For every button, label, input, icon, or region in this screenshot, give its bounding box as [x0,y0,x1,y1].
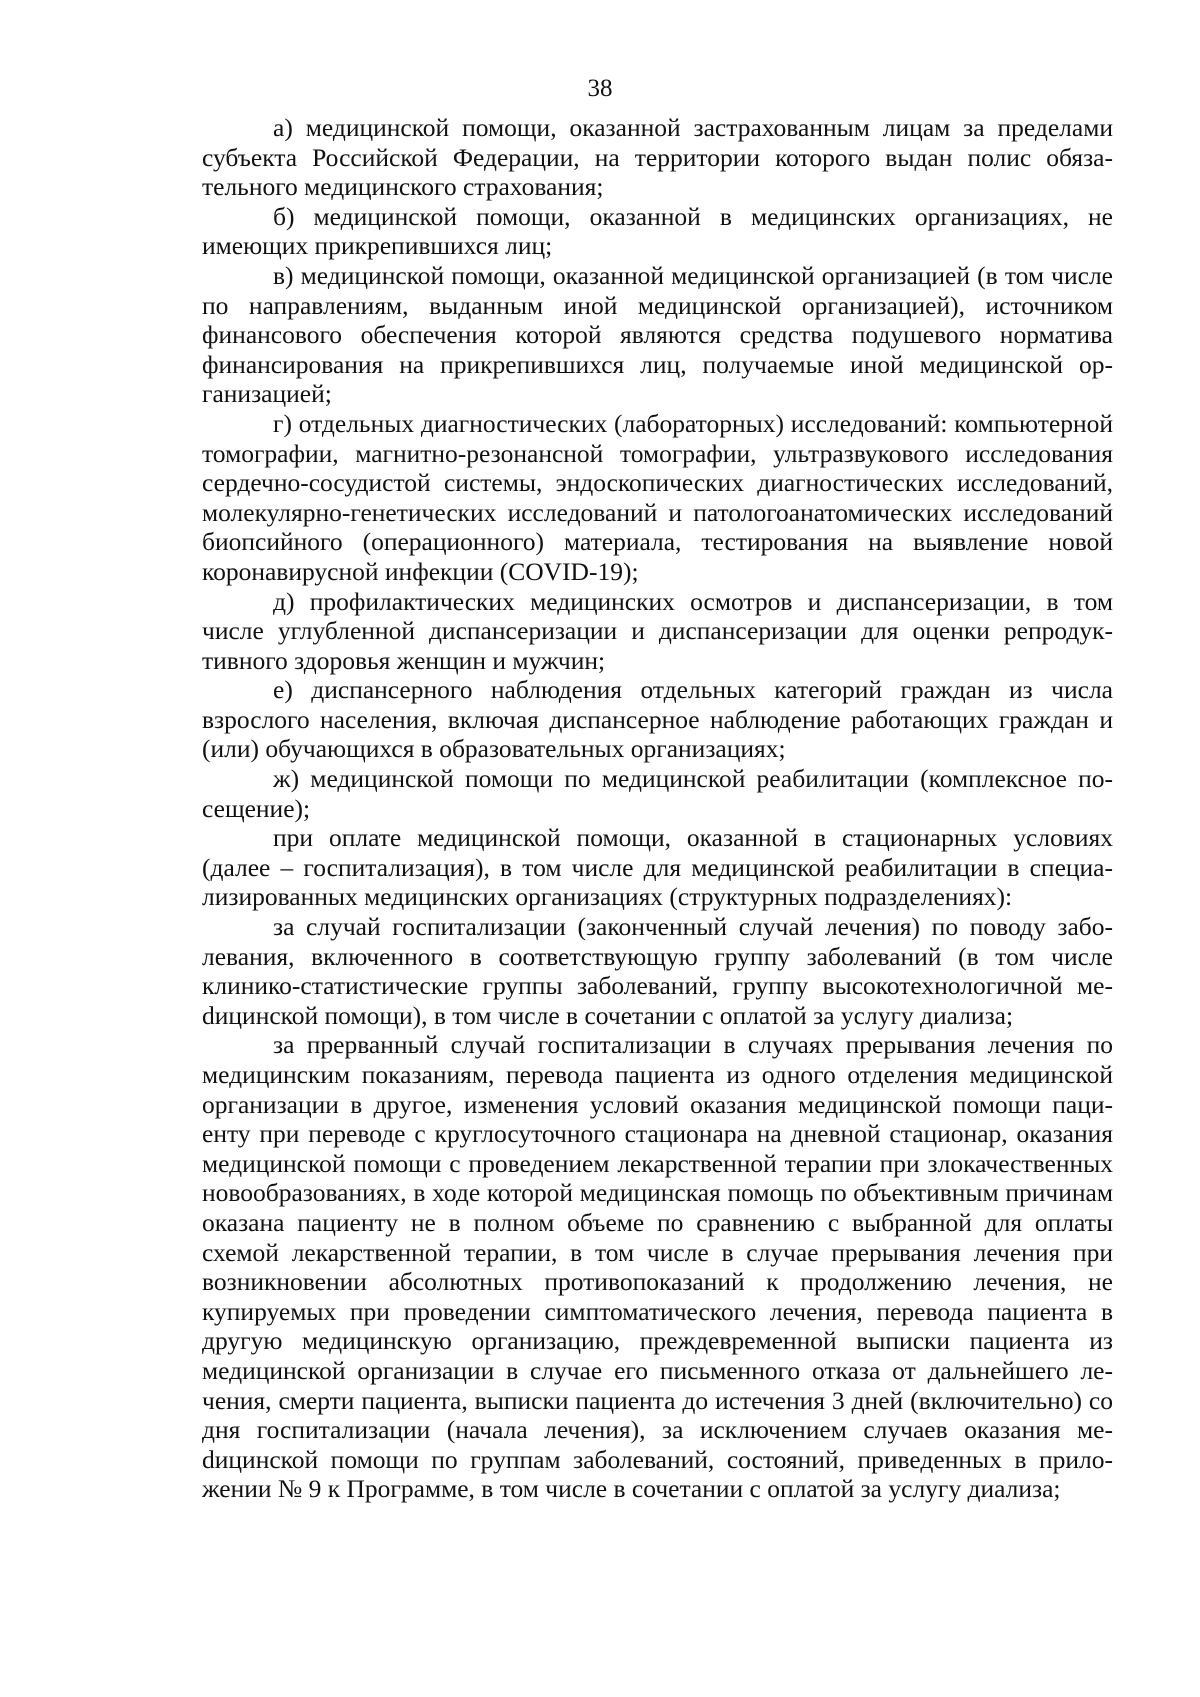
paragraph-item-b: б) медицинской помощи, оказанной в медицинских организациях, не имеющих прикрепившихся лиц; [202,201,1113,261]
paragraph-item-e: е) диспансерного наблюдения отдельных категорий граждан из числа взрослого населения, включая диспансерное наблюдение работающих граждан и (или) обучающихся в образовательных организациях; [202,675,1113,764]
paragraph-completed-case: за случай госпитализации (законченный случай лечения) по поводу заболевания, включенного в соответствующую группу заболеваний (в том числе клинико-статистические группы заболеваний, группу высокотехнологичной меdицинской помощи), в том числе в сочетании с оплатой за услугу диализа; [202,912,1113,1030]
paragraph-hospital-payment: при оплате медицинской помощи, оказанной в стационарных условиях (далее – госпитализация), в том числе для медицинской реабилитации в специализированных медицинских организациях (структурных подразделениях): [202,823,1113,912]
paragraph-item-g: г) отдельных диагностических (лабораторных) исследований: компьютерной томографии, магнитно-резонансной томографии, ультразвукового исследования сердечно-сосудистой системы, эндоскопических диагностических исследований, молекулярно-генетических исследований и патологоанатомических исследований биопсийного (операционного) материала, тестирования на выявление новой коронавирусной инфекции (COVID-19); [202,408,1113,586]
paragraph-item-d: д) профилактических медицинских осмотров и диспансеризации, в том числе углубленной диспансеризации и диспансеризации для оценки репродуктивного здоровья женщин и мужчин; [202,586,1113,675]
document-body [202,113,1113,1504]
paragraph-interrupted-case: за прерванный случай госпитализации в случаях прерывания лечения по медицинским показаниям, перевода пациента из одного отделения медицинской организации в другое, изменения условий оказания медицинской помощи пациенту при переводе с круглосуточного стационара на дневной стационар, оказания медицинской помощи с проведением лекарственной терапии при злокачественных новообразованиях, в ходе которой медицинская помощь по объективным причинам оказана пациенту не в полном объеме по сравнению с выбранной для оплаты схемой лекарственной терапии, в том числе в случае прерывания лечения при возникновении абсолютных противопоказаний к продолжению лечения, не купируемых при проведении симптоматического лечения, перевода пациента в другую медицинскую организацию, преждевременной выписки пациента из медицинской организации в случае его письменного отказа от дальнейшего лечения, смерти пациента, выписки пациента до истечения 3 дней (включительно) со дня госпитализации (начала лечения), за исключением случаев оказания меdицинской помощи по группам заболеваний, состояний, приведенных в приложении № 9 к Программе, в том числе в сочетании с оплатой за услугу диализа; [202,1030,1113,1504]
paragraph-item-zh: ж) медицинской помощи по медицинской реабилитации (комплексное посещение); [202,764,1113,823]
paragraph-item-v: в) медицинской помощи, оказанной медицинской организацией (в том числе по направлениям, выданным иной медицинской организацией), источником финансового обеспечения которой являются средства подушевого норматива финансирования на прикрепившихся лиц, получаемые иной медицинской организацией; [202,260,1113,409]
paragraph-item-a: а) медицинской помощи, оказанной застрахованным лицам за пределами субъекта Российской Федерации, на территории которого выдан полис обязательного медицинского страхования; [202,113,1113,202]
page-number: 38 [587,75,613,102]
